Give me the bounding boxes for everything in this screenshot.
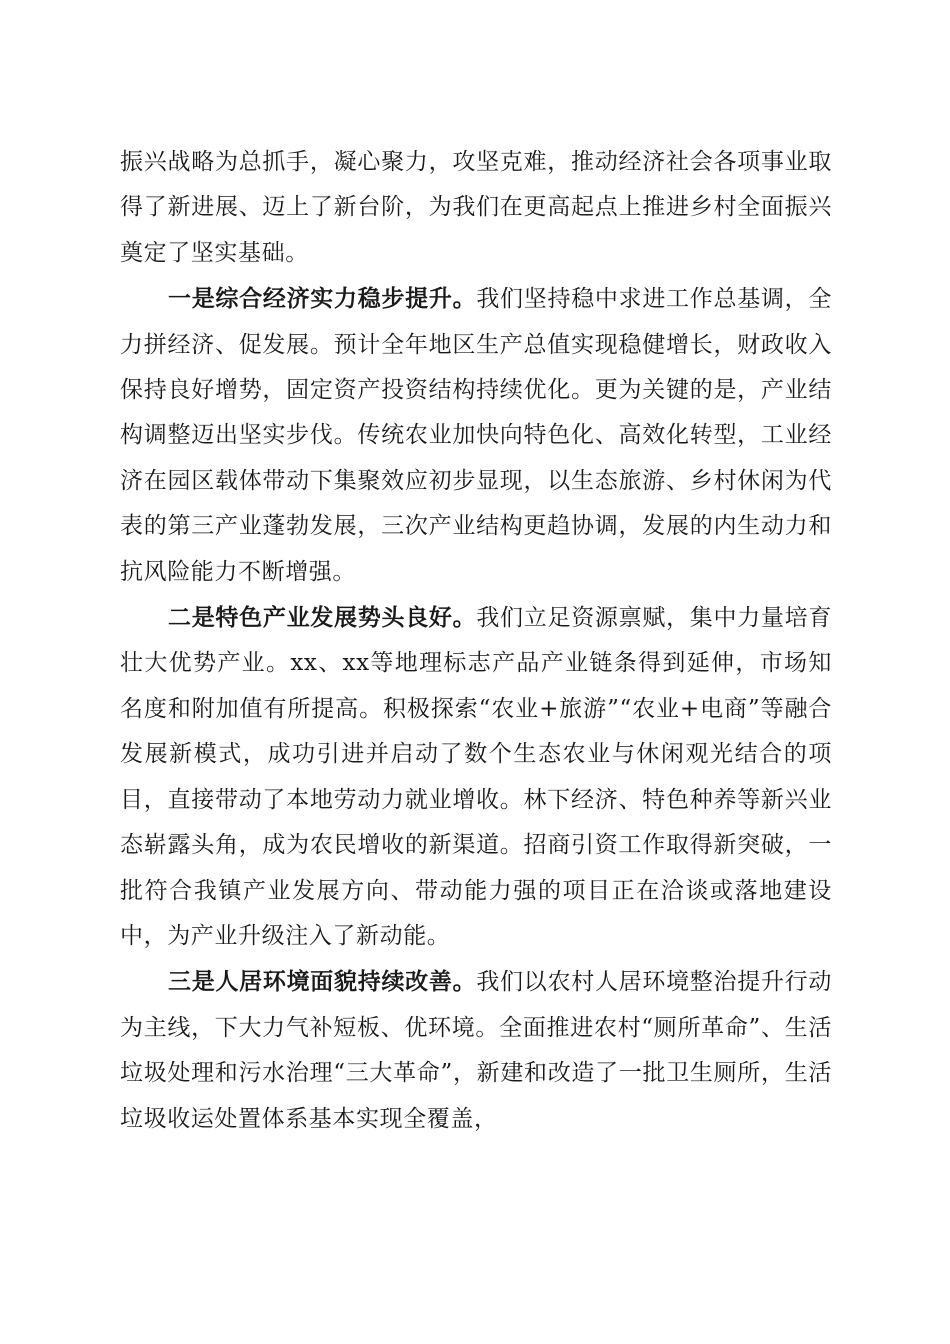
paragraph-continuation — [120, 140, 832, 276]
paragraph-economic-strength — [120, 276, 832, 595]
paragraph-heading: 二是特色产业发展势头良好。 — [168, 604, 477, 632]
paragraph-heading: 三是人居环境面貌持续改善。 — [168, 968, 477, 996]
paragraph-text: 我们坚持稳中求进工作总基调，全力拼经济、促发展。预计全年地区生产总值实现稳健增长，财政收入保持良好增势，固定资产投资结构持续优化。更为关键的是，产业结构调整迈出坚实步伐。传统农业加快向特色化、高效化转型，工业经济在园区载体带动下集聚效应初步显现，以生态旅游、乡村休闲为代表的第三产业蓬勃发展，三次产业结构更趋协调，发展的内生动力和抗风险能力不断增强。 — [120, 286, 832, 585]
paragraph-heading: 一是综合经济实力稳步提升。 — [168, 285, 477, 313]
document-page — [120, 140, 832, 1142]
paragraph-text: 我们以农村人居环境整治提升行动为主线，下大力气补短板、优环境。全面推进农村“厕所革命”、生活垃圾处理和污水治理“三大革命”，新建和改造了一批卫生厕所，生活垃圾收运处置体系基本实现全覆盖， — [120, 969, 832, 1132]
paragraph-text: 我们立足资源禀赋，集中力量培育壮大优势产业。xx、xx等地理标志产品产业链条得到延伸，市场知名度和附加值有所提高。积极探索“农业+旅游”“农业+电商”等融合发展新模式，成功引进并启动了数个生态农业与休闲观光结合的项目，直接带动了本地劳动力就业增收。林下经济、特色种养等新兴业态崭露头角，成为农民增收的新渠道。招商引资工作取得新突破，一批符合我镇产业发展方向、带动能力强的项目正在洽谈或落地建设中，为产业升级注入了新动能。 — [120, 605, 832, 949]
paragraph-living-environment — [120, 959, 832, 1142]
paragraph-characteristic-industry — [120, 595, 832, 959]
paragraph-text: 振兴战略为总抓手，凝心聚力，攻坚克难，推动经济社会各项事业取得了新进展、迈上了新台阶，为我们在更高起点上推进乡村全面振兴奠定了坚实基础。 — [120, 149, 832, 266]
